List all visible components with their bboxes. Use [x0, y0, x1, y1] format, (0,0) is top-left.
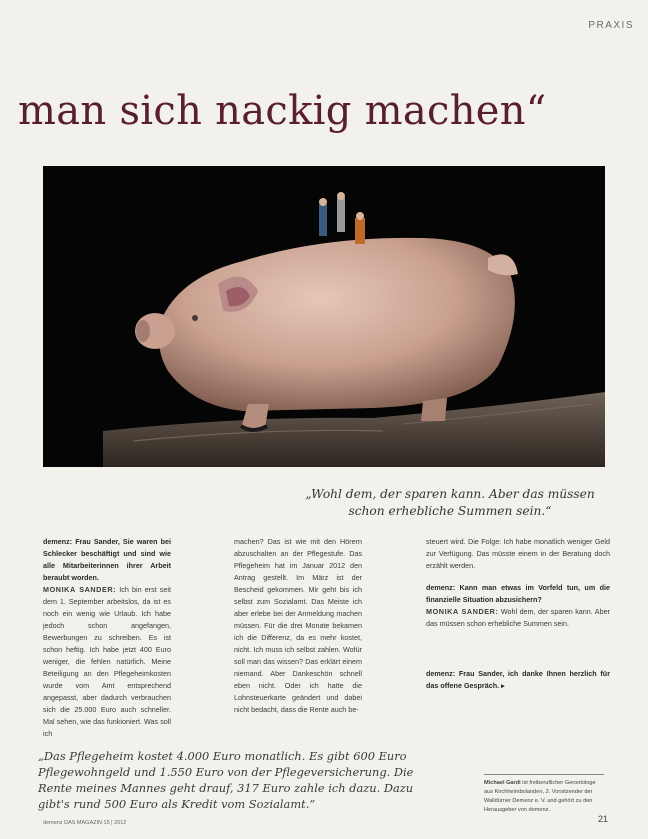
end-mark-icon: ▸	[501, 681, 505, 690]
pig-photo	[43, 166, 605, 467]
headline: man sich nackig machen“	[18, 88, 547, 134]
footer-magazine: demenz DAS MAGAZIN 15 | 2012	[43, 820, 127, 826]
interview-question: demenz: Kann man etwas im Vorfeld tun, um die finanzielle Situation abzusichern?	[426, 583, 610, 604]
interview-answer	[426, 606, 610, 630]
speaker-name: MONIKA SANDER:	[426, 607, 499, 616]
author-name: Michael Gardi	[484, 780, 521, 786]
article-column-3	[426, 536, 610, 692]
bottom-quote: „Das Pflegeheim kostet 4.000 Euro monatlich. Es gibt 600 Euro Pflegewohngeld und 1.550 Euro von der Pflegeversicherung. Die Rente meines Mannes geht drauf, 317 Euro zahle ich dazu. Dazu gibt's rund 500 Euro als Kredit vom Sozialamt.“	[38, 749, 414, 811]
interview-answer	[43, 584, 171, 740]
section-label: PRAXIS	[588, 20, 634, 31]
author-bio	[484, 774, 604, 815]
answer-text: machen? Das ist wie mit den Hörern abzuschalten an der Pflegestufe. Das Pflegeheim hat im Januar 2012 den Antrag gestellt. Im März ist der Bescheid gekommen. Mir geht bis ich selbst zum Sozialamt. Das Meiste ich aber erlebe bei der Anmeldung machen müssen. Für die drei Monate bekamen ich die Differenz, da es mehr kostet, nicht. Ich muss ich selbst zahlen. Wofür soll man das wissen? Das erklärt einem niemand. Aber Dankeschön schnell eben nicht. Oder ich hatte die Lohnsteuerkarte geändert und dabei nicht bedacht, dass die Rente auch be-	[234, 537, 362, 714]
article-column-1	[43, 536, 171, 740]
article-column-2	[234, 536, 362, 716]
page-number: 21	[597, 814, 608, 824]
answer-text: steuert wird. Die Folge: Ich habe monatlich weniger Geld zur Verfügung. Das müsste einem in der Beratung doch erzählt werden.	[426, 537, 610, 570]
speaker-name: MONIKA SANDER:	[43, 585, 117, 594]
author-bio-text: ist freiberuflicher Gerontologe aus Kirchheimbolanden, 2. Vorsitzender der Walldürner Demenz e. V. und gehört zu den Herausgeber von demenz.	[484, 780, 596, 813]
interview-closing	[426, 668, 610, 692]
answer-text: Ich bin erst seit dem 1. September arbeitslos, da ist es noch ein wenig wie Urlaub. Ich habe jedoch schon angefangen, Bewerbungen zu schreiben. Es ist schon heftig. Ich habe jetzt 400 Euro weniger, die fehlen natürlich. Meine Beteiligung an den Pflegeheimkosten wurde vom Amt entsprechend angepasst, aber dadurch verbrauchen sich die 25.000 Euro auch schneller. Mal sehen, wie das funkioniert. Was soll ich	[43, 585, 171, 738]
interview-question: demenz: Frau Sander, Sie waren bei Schlecker beschäftigt und sind wie alle Mitarbeiterinnen ihrer Arbeit beraubt worden.	[43, 537, 171, 582]
closing-text: demenz: Frau Sander, ich danke Ihnen herzlich für das offene Gespräch.	[426, 669, 610, 690]
answer-text: Wohl dem, der sparen kann. Aber das müssen schon erhebliche Summen sein.	[426, 607, 610, 628]
pull-quote: „Wohl dem, der sparen kann. Aber das müssen schon erhebliche Summen sein.“	[305, 487, 595, 518]
